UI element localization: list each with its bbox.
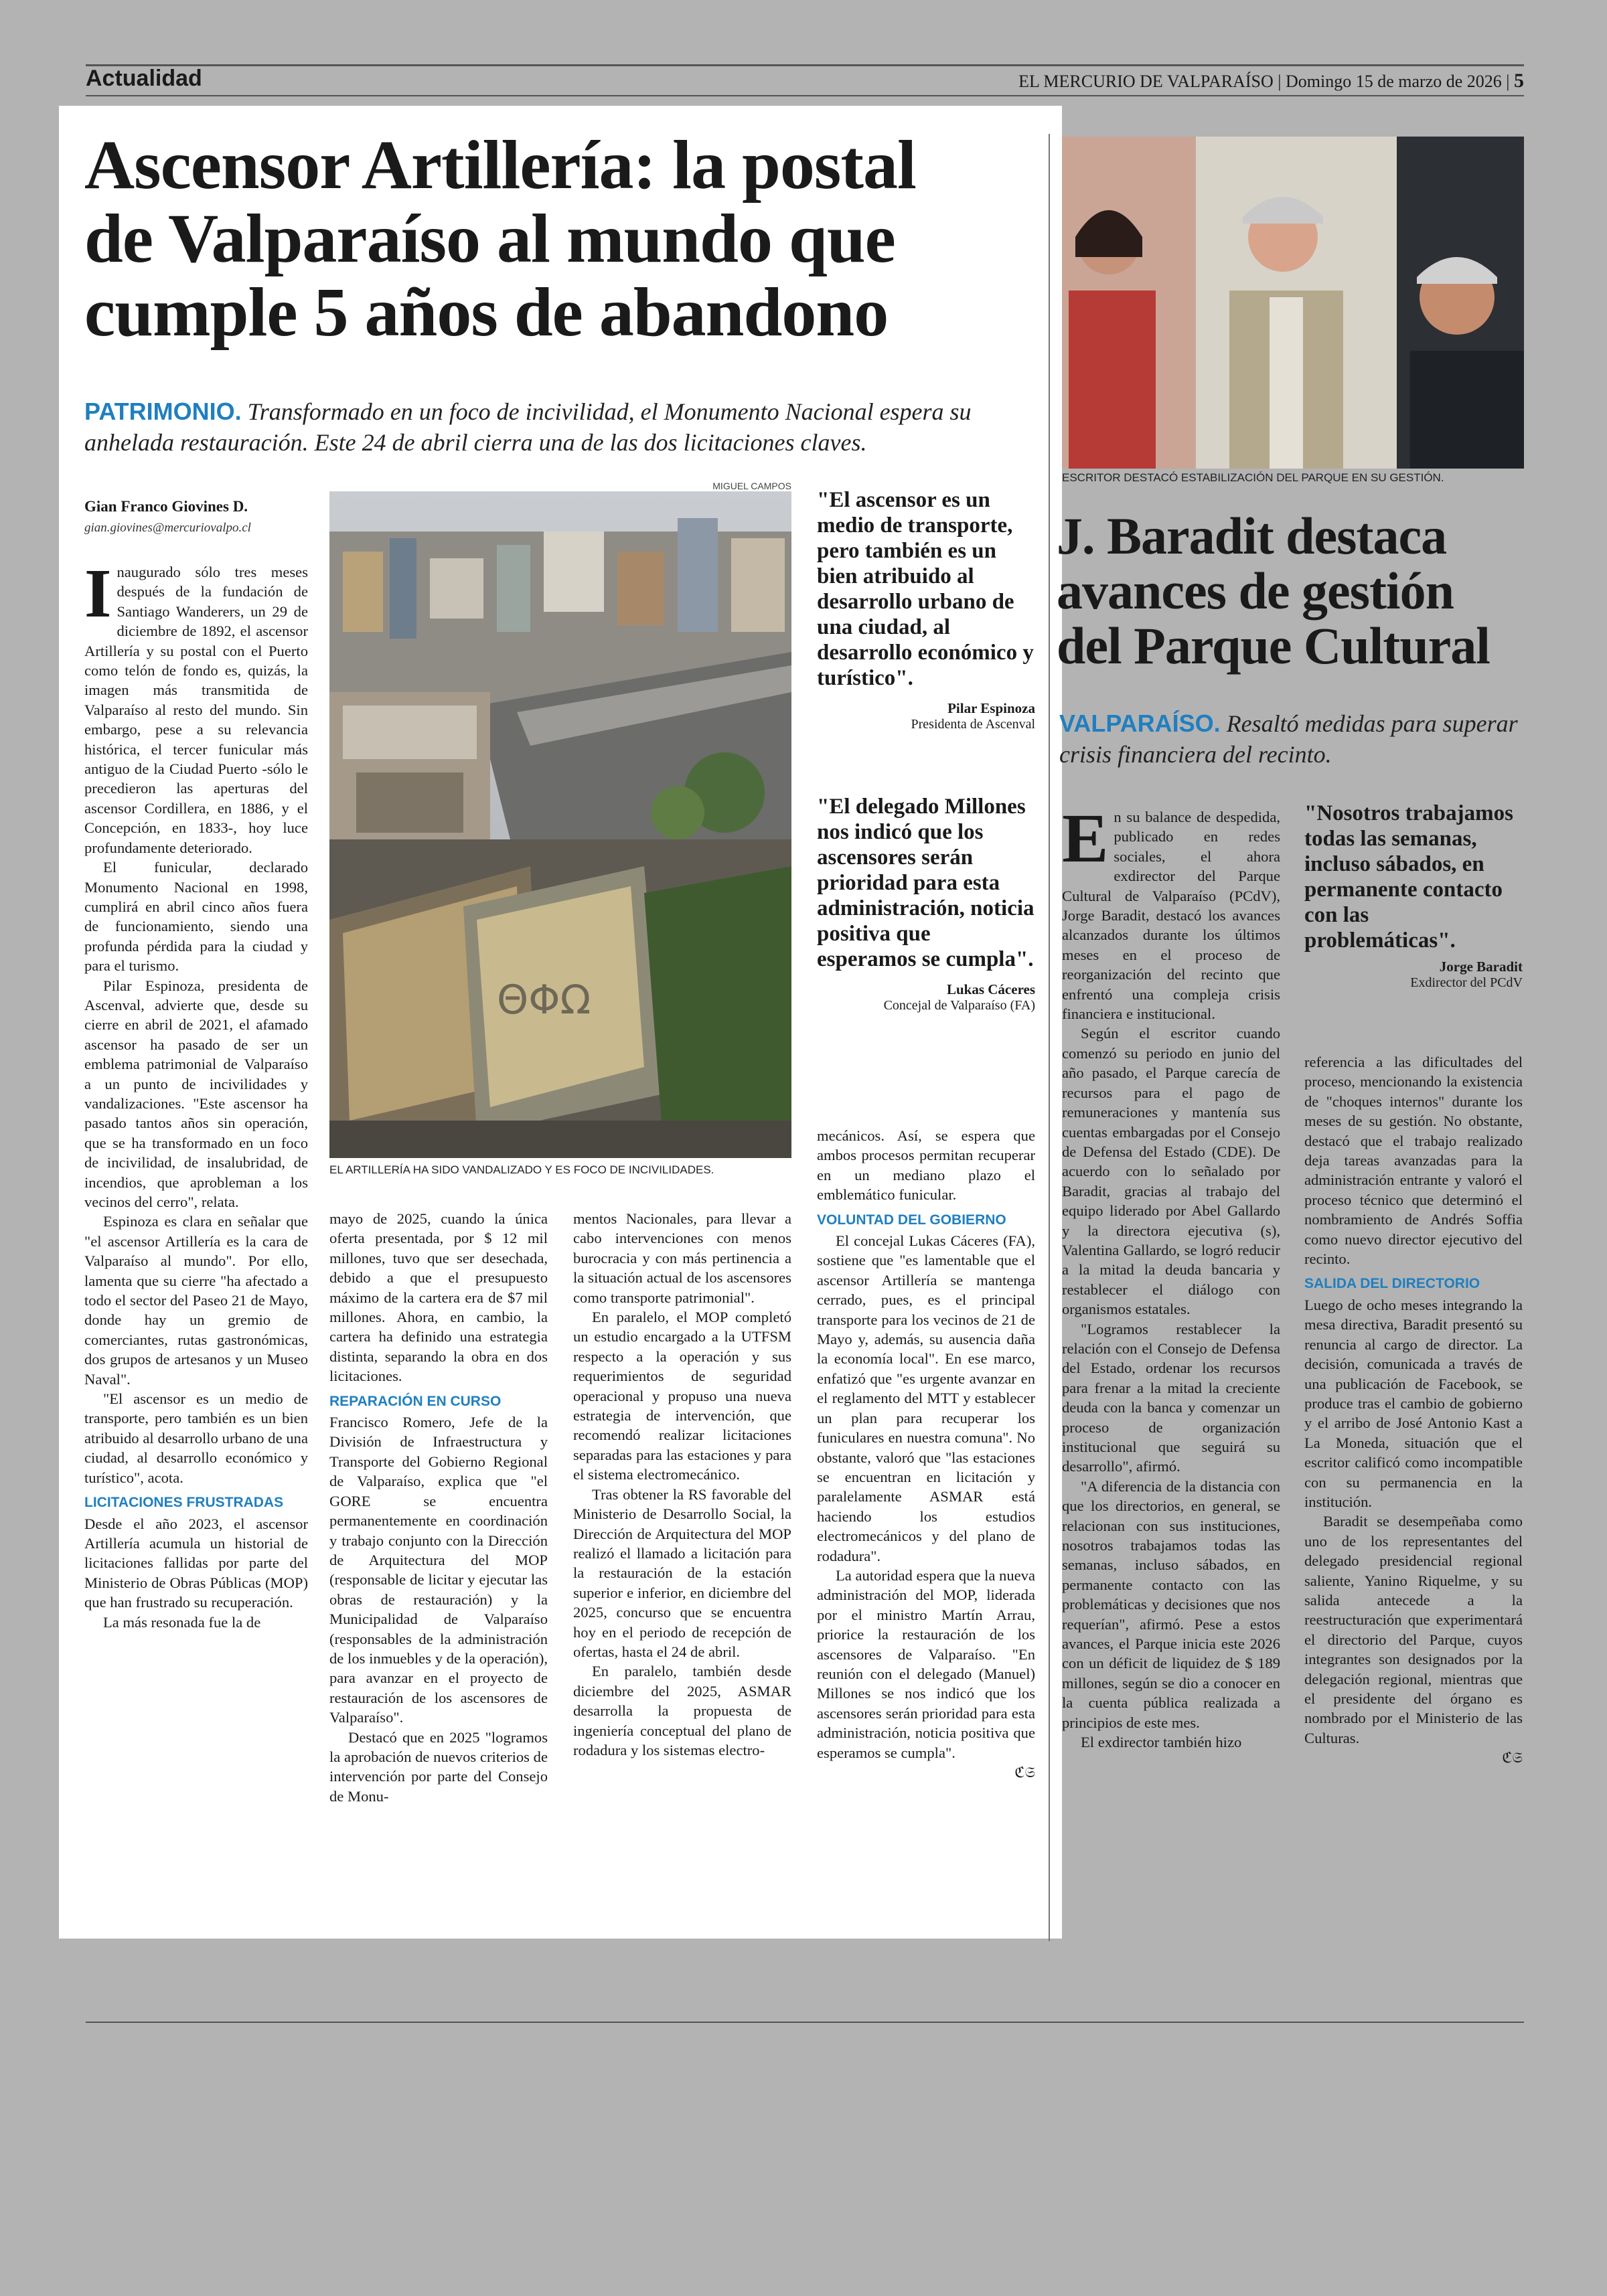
side-headline-line-3: del Parque Cultural [1057, 617, 1490, 675]
paragraph: "El ascensor es un medio de transporte, pero también es un bien atribuido al desarrollo urbano de una ciudad, al desarrollo económico y turístico", acota. [84, 1390, 308, 1486]
side-photo [1062, 137, 1524, 469]
side-headline [1057, 509, 1525, 673]
pull-quote-name: Jorge Baradit [1439, 959, 1523, 975]
paragraph: referencia a las dificultades del proceso, mencionando la existencia de "choques internos" durante los meses de su gestión. No obstante, destacó que el trabajo realizado deja tareas avanzadas para la administración entrante y valoró el proceso técnico que determinó el nombramiento de Andrés Soffia como nuevo director ejecutivo del recinto. [1304, 1054, 1523, 1268]
pull-quote-text: "El ascensor es un medio de transporte, pero también es un bien atribuido al desarrollo urbano de una ciudad, al desarrollo económico y turístico". [817, 488, 1034, 690]
headline-line-3: cumple 5 años de abandono [84, 274, 889, 351]
side-subhead-text: Resaltó medidas para superar crisis financiera del recinto. [1059, 710, 1518, 768]
paragraph: "A diferencia de la distancia con que los directorios, en general, se relacionan con sus instituciones, nosotros trabajamos todas las semanas, incluso sábados, en permanente contacto con las problemáticas y decisiones que nos requerían", afirmó. Pese a estos avances, el Parque inicia este 2026 con un déficit de liquidez de $ 189 millones, según se dio a conocer en la cuenta pública realizada a principios de este mes. [1062, 1477, 1280, 1731]
subheading: SALIDA DEL DIRECTORIO [1304, 1276, 1480, 1292]
end-mark-icon: ℭ𝔖 [1502, 1749, 1523, 1767]
paragraph: En paralelo, el MOP completó un estudio encargado a la UTFSM respecto a la operación y sus requerimientos de seguridad operacional y propuso una nueva estrategia de intervención, que recomendó realizar licitaciones separadas para las estaciones y para el sistema electromecánico. [573, 1309, 791, 1483]
paragraph: En paralelo, también desde diciembre del 2025, ASMAR desarrolla la propuesta de ingeniería conceptual del plano de rodadura y los sistemas electro- [573, 1663, 791, 1758]
issue-date: Domingo 15 de marzo de 2026 [1286, 72, 1502, 91]
folio: EL MERCURIO DE VALPARAÍSO | Domingo 15 de marzo de 2026 | 5 [1018, 70, 1524, 92]
paragraph: mayo de 2025, cuando la única oferta presentada, por $ 12 mil millones, tuvo que ser desechada, debido a que el presupuesto máximo de la cartera era de $7 mil millones. Ahora, en cambio, la cartera ha definido una estrategia distinta, separando la obra en dos licitaciones. [329, 1210, 548, 1385]
paragraph: mecánicos. Así, se espera que ambos procesos permitan recuperar en un mediano plazo el emblemático funicular. [817, 1127, 1035, 1204]
paragraph: Luego de ocho meses integrando la mesa directiva, Baradit presentó su renuncia al cargo de director. La decisión, comunicada a través de una publicación de Facebook, se produce tras el cambio de gobierno y el arribo de José Antonio Kast a La Moneda, situación que el escritor calificó como incompatible con su permanencia en la institución. [1304, 1296, 1523, 1510]
paragraph: Espinoza es clara en señalar que "el ascensor Artillería es la cara de Valparaíso al mundo". Por ello, lamenta que su cierre "ha afectado a todo el sector del Paseo 21 de Mayo, donde hay un gremio de comerciantes, rutas gastronómicas, dos grupos de artesanos y un Museo Naval". [84, 1213, 308, 1388]
subheading: LICITACIONES FRUSTRADAS [84, 1495, 284, 1511]
paragraph: Pilar Espinoza, presidenta de Ascenval, advierte que, desde su cierre en abril de 2021, el afamado ascensor ha pasado de ser un emblema patrimonial de Valparaíso a un punto de incivilidades y vandalizaciones. "Este ascensor ha pasado tantos años sin operación, que se ha transformado en un foco de incivilidad, de insalubridad, de incendios, que aprobleman a los vecinos del cerro", relata. [84, 977, 308, 1210]
byline: Gian Franco Giovines D. [84, 498, 248, 515]
side-headline-line-1: J. Baradit destaca [1057, 507, 1447, 565]
paragraph: Desde el año 2023, el ascensor Artillería acumula un historial de licitaciones fallidas por parte del Ministerio de Obras Públicas (MOP) que han frustrado su recuperación. [84, 1515, 308, 1611]
main-photo-caption: EL ARTILLERÍA HA SIDO VANDALIZADO Y ES FOCO DE INCIVILIDADES. [329, 1163, 714, 1176]
paragraph: n su balance de despedida, publicado en redes sociales, el ahora exdirector del Parque Cultural de Valparaíso (PCdV), Jorge Baradit, destacó los avances alcanzados durante los últimos meses en el proceso de reorganización del recinto que enfrentó una compleja crisis financiera e institucional. [1062, 809, 1280, 1023]
main-headline [84, 129, 1049, 349]
side-column-1 [1062, 800, 1280, 1752]
main-photo [329, 491, 791, 1158]
article-column-4 [817, 1126, 1035, 1782]
side-kicker: VALPARAÍSO. [1059, 710, 1221, 737]
article-column-1 [84, 555, 308, 1632]
pull-quote-name: Pilar Espinoza [947, 700, 1035, 716]
pull-quote-role: Concejal de Valparaíso (FA) [883, 998, 1035, 1013]
funicular-photo-illustration [329, 491, 791, 1158]
paragraph: El exdirector también hizo [1081, 1734, 1242, 1751]
photo-credit: MIGUEL CAMPOS [712, 481, 791, 491]
header-rule-top [86, 64, 1524, 66]
dropcap: I [84, 555, 112, 632]
headline-line-2: de Valparaíso al mundo que [84, 200, 895, 277]
pull-quote-role: Presidenta de Ascenval [911, 717, 1035, 732]
subheading: REPARACIÓN EN CURSO [329, 1393, 502, 1409]
paragraph: Destacó que en 2025 "logramos la aprobación de nuevos criterios de intervención por parte del Consejo de Monu- [329, 1728, 548, 1805]
page-number: 5 [1514, 70, 1524, 92]
side-headline-line-2: avances de gestión [1057, 562, 1454, 620]
pull-quote-name: Lukas Cáceres [946, 981, 1035, 997]
byline-email: gian.giovines@mercuriovalpo.cl [84, 521, 251, 535]
paragraph: "Logramos restablecer la relación con el Consejo de Defensa del Estado, ordenar los recursos para frenar a la mitad la creciente deuda con la banca y comenzar un proceso de organización institucional que seguirá su desarrollo", afirmó. [1062, 1320, 1280, 1475]
paragraph: El concejal Lukas Cáceres (FA), sostiene que "es lamentable que el ascensor Artillería se mantenga cerrado, pues, es el principal transporte para los vecinos de 21 de Mayo y, además, su ausencia daña la economía local". En ese marco, enfatizó que "es urgente avanzar en el reglamento del MTT y establecer un plan para recuperar los funiculares en nuestra comuna". No obstante, valoró que "las estaciones se encuentran en licitación y paralelamente ASMAR está haciendo los estudios electromecánicos y del plano de rodadura". [817, 1232, 1035, 1564]
paper-name: EL MERCURIO DE VALPARAÍSO [1018, 72, 1274, 91]
svg-text:ΘΦΩ: ΘΦΩ [497, 977, 591, 1023]
header-rule-bottom [86, 95, 1524, 96]
section-name: Actualidad [86, 66, 202, 91]
side-subhead [1059, 708, 1521, 770]
column-divider [1049, 134, 1050, 1941]
end-mark-icon: ℭ𝔖 [1014, 1764, 1035, 1781]
main-subhead [84, 396, 1049, 458]
side-column-2 [1304, 1052, 1523, 1768]
paragraph: La autoridad espera que la nueva administración del MOP, liderada por el ministro Martín Arrau, priorice la restauración de los ascensores de Valparaíso. "En reunión con el delegado (Manuel) Millones se nos indicó que los ascensores serán prioridad para esta administración, noticia positiva que esperamos se cumpla". [817, 1566, 1035, 1761]
pull-quote-text: "El delegado Millones nos indicó que los ascensores serán prioridad para esta administración, noticia positiva que esperamos se cumpla". [817, 795, 1035, 971]
side-photo-caption: ESCRITOR DESTACÓ ESTABILIZACIÓN DEL PARQUE EN SU GESTIÓN. [1062, 471, 1444, 484]
pull-quote-1 [817, 487, 1035, 732]
article-column-2 [329, 1209, 548, 1806]
main-kicker: PATRIMONIO. [84, 398, 242, 425]
paragraph: naugurado sólo tres meses después de la fundación de Santiago Wanderers, un 29 de diciembre de 1892, el ascensor Artillería y su postal con el Puerto como telón de fondo es, quizás, la imagen más transmitida de Valparaíso al resto del mundo. Sin embargo, pese a su relevancia histórica, el tercer funicular más antiguo de la Ciudad Puerto -sólo le precedieron las aperturas del ascensor Cordillera, en 1886, y el Concepción, en 1833-, hoy luce profundamente deteriorado. [84, 564, 308, 856]
paragraph: Según el escritor cuando comenzó su periodo en junio del año pasado, el Parque carecía de recursos para el pago de remuneraciones y mantenía sus cuentas embargadas por el Consejo de Defensa del Estado (CDE). De acuerdo con lo señalado por Baradit, gracias al trabajo del equipo liderado por Abel Gallardo y la directora ejecutiva (s), Valentina Gallardo, se logró reducir a la mitad la deuda bancaria y restablecer el diálogo con organismos estatales. [1062, 1025, 1280, 1318]
footer-rule [86, 2022, 1524, 2023]
paragraph: Baradit se desempeñaba como uno de los representantes del delegado presidencial regional saliente, Yanino Riquelme, y su salida antecede a la reestructuración que experimentará el directorio del Parque, cuyos integrantes son designados por la delegación regional, mientras que el presidente del órgano es nombrado por el Ministerio de las Culturas. [1304, 1513, 1523, 1746]
paragraph: La más resonada fue la de [103, 1613, 261, 1631]
pull-quote-text: "Nosotros trabajamos todas las semanas, incluso sábados, en permanente contacto con las problemáticas". [1304, 801, 1513, 953]
side-pull-quote [1304, 801, 1523, 991]
headline-line-1: Ascensor Artillería: la postal [84, 127, 916, 203]
paragraph: mentos Nacionales, para llevar a cabo intervenciones con menos burocracia y con más pertinencia a la situación actual de los ascensores como transporte patrimonial". [573, 1210, 791, 1306]
paragraph: Tras obtener la RS favorable del Ministerio de Desarrollo Social, la Dirección de Arquitectura del MOP realizó el llamado a licitación para la restauración de la estación superior e inferior, en diciembre del 2025, concurso que se encuentra hoy en el periodo de recepción de ofertas, hasta el 24 de abril. [573, 1485, 791, 1660]
pull-quote-2 [817, 794, 1035, 1013]
portrait-photo-illustration [1062, 137, 1524, 469]
subheading: VOLUNTAD DEL GOBIERNO [817, 1212, 1006, 1228]
dropcap: E [1062, 800, 1109, 877]
main-subhead-text: Transformado en un foco de incivilidad, el Monumento Nacional espera su anhelada restauración. Este 24 de abril cierra una de las dos licitaciones claves. [84, 398, 972, 456]
paragraph: El funicular, declarado Monumento Nacional en 1998, cumplirá en abril cinco años fuera de funcionamiento, siendo una profunda pérdida para la ciudad y para el turismo. [84, 859, 308, 975]
paragraph: Francisco Romero, Jefe de la División de Infraestructura y Transporte del Gobierno Regional de Valparaíso, explica que "el GORE se encuentra permanentemente en coordinación y trabajo conjunto con la Dirección de Arquitectura del MOP (responsable de licitar y ejecutar las obras de restauración) y la Municipalidad de Valparaíso (responsables de la administración de los inmuebles y de la operación), para avanzar en el proyecto de restauración de los ascensores de Valparaíso". [329, 1414, 548, 1726]
pull-quote-role: Exdirector del PCdV [1410, 975, 1523, 990]
article-column-3 [573, 1209, 791, 1760]
